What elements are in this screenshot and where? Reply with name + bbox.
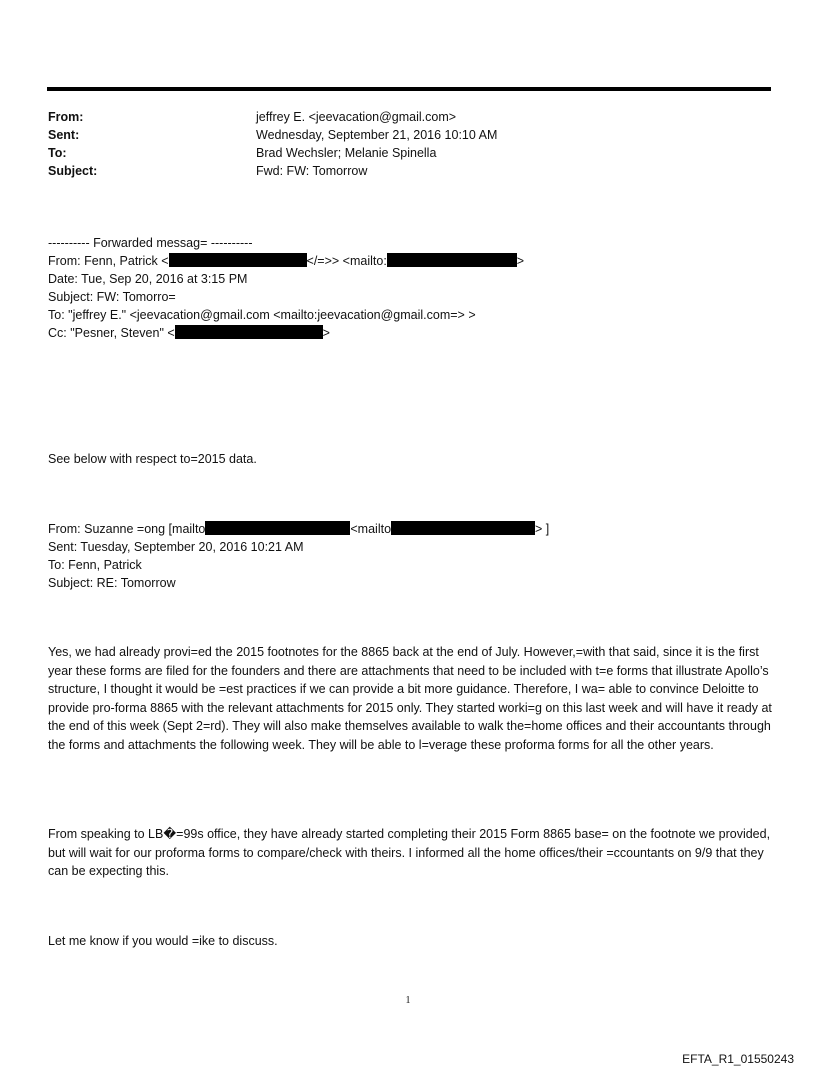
forwarded-from-mid: </=>> <mailto:: [306, 254, 387, 268]
sent-value: Wednesday, September 21, 2016 10:10 AM: [256, 128, 498, 142]
redaction-block: [169, 253, 307, 267]
document-id: EFTA_R1_01550243: [682, 1052, 794, 1066]
forwarded-to: To: "jeffrey E." <jeevacation@gmail.com <mailto:jeevacation@gmail.com=> >: [48, 308, 476, 322]
header-rule: [47, 87, 771, 91]
inner-subject: Subject: RE: Tomorrow: [48, 576, 176, 590]
from-value: jeffrey E. <jeevacation@gmail.com>: [256, 110, 457, 124]
body-paragraph-1: Yes, we had already provi=ed the 2015 footnotes for the 8865 back at the end of July. However,=with that said, since it is the first year these forms are filed for the founders and there are attachments that need to be included with t=e forms that illustrate Apollo’s structure, I thought it would be =est practices if we can provide a bit more guidance. Therefore, I wa= able to convince Deloitte to provide pro-forma 8865 with the relevant attachments for 2015 only. They started worki=g on this last week and will have it ready at the end of this week (Sept 2=rd). They will also make themselves available to walk the=home offices and their accountants through the forms and attachments the following week. They will be able to l=verage these proforma forms for all the other years.: [48, 645, 772, 752]
subject-value: Fwd: FW: Tomorrow: [256, 164, 368, 178]
inner-sent: Sent: Tuesday, September 20, 2016 10:21 AM: [48, 540, 304, 554]
redaction-block: [205, 521, 350, 535]
forwarded-cc-prefix: Cc: "Pesner, Steven" <: [48, 326, 175, 340]
forwarded-divider: ---------- Forwarded messag= ----------: [48, 236, 253, 250]
to-value: Brad Wechsler; Melanie Spinella: [256, 146, 437, 160]
body-paragraph-3: Let me know if you would =ike to discuss.: [48, 934, 278, 948]
forwarded-from-prefix: From: Fenn, Patrick <: [48, 254, 169, 268]
forwarded-date: Date: Tue, Sep 20, 2016 at 3:15 PM: [48, 272, 248, 286]
body-paragraph-2: From speaking to LB�=99s office, they have already started completing their 2015 Form 8865 base= on the footnote we provided, but will wait for our proforma forms to compare/check with theirs. I informed all the home offices/their =ccountants on 9/9 that they can be expecting this.: [48, 827, 771, 879]
forwarded-cc-end: >: [322, 326, 330, 340]
sent-label: Sent:: [48, 128, 80, 142]
forwarded-subject: Subject: FW: Tomorro=: [48, 290, 176, 304]
inner-from-mid: <mailto: [350, 522, 392, 536]
inner-from-prefix: From: Suzanne =ong [mailto: [48, 522, 206, 536]
redaction-block: [387, 253, 517, 267]
note-line: See below with respect to=2015 data.: [48, 452, 257, 466]
redaction-block: [175, 325, 323, 339]
inner-from-end: > ]: [535, 522, 550, 536]
redaction-block: [391, 521, 535, 535]
forwarded-from-end: >: [516, 254, 525, 268]
to-label: To:: [48, 146, 67, 160]
inner-to: To: Fenn, Patrick: [48, 558, 142, 572]
from-label: From:: [48, 110, 84, 124]
page-number: 1: [405, 995, 411, 1006]
inner-from: [48, 520, 549, 538]
forwarded-from: [48, 252, 524, 270]
forwarded-cc: [48, 324, 330, 342]
subject-label: Subject:: [48, 164, 98, 178]
